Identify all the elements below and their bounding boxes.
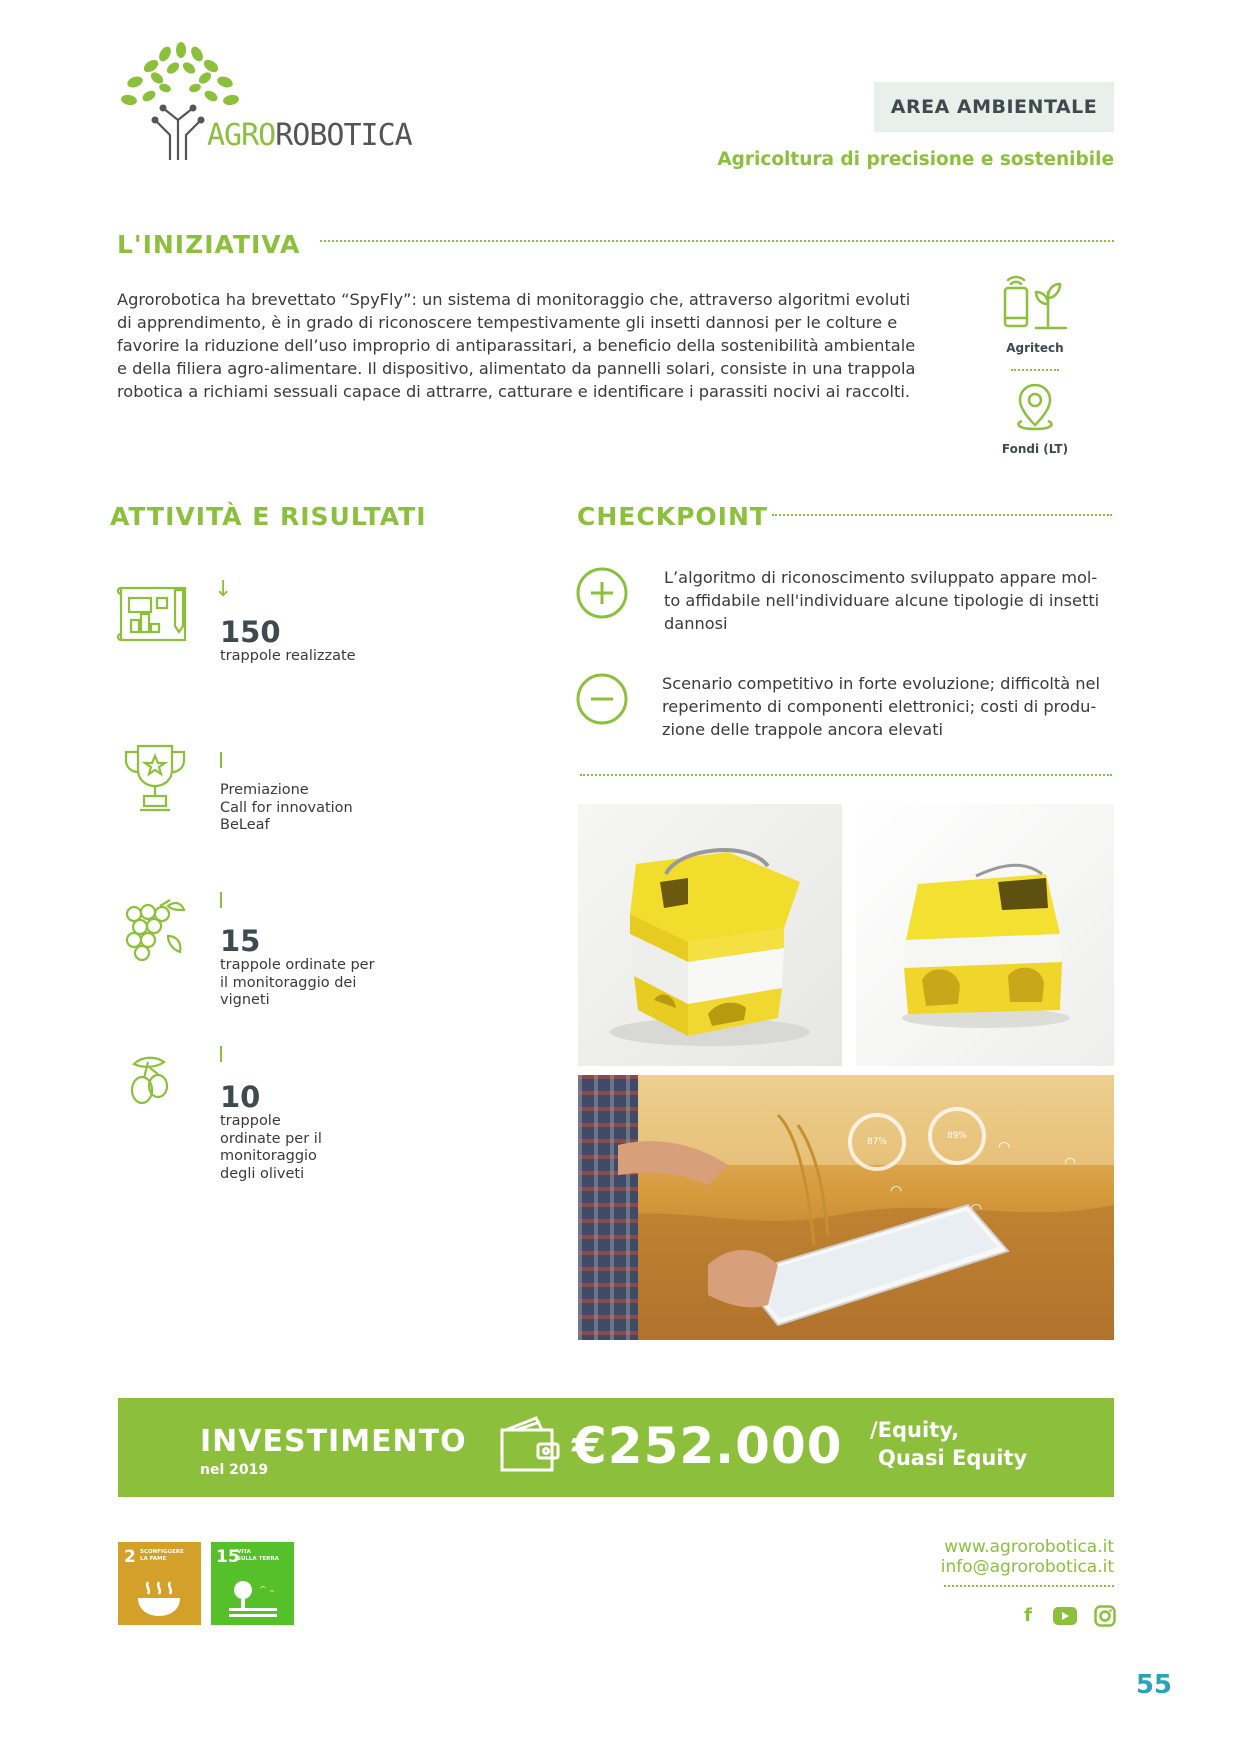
sdg-title (140, 1549, 184, 1563)
grapes-icon (120, 896, 190, 962)
trap-photo-left (578, 804, 842, 1066)
trophy-icon (118, 740, 192, 814)
stat-label-line: vigneti (220, 992, 270, 1008)
initiative-line: robotica a richiami sessuali capace di attrarre, catturare e identificare i parassiti nocivi ai raccolti. (117, 382, 911, 401)
stat-label-line: il monitoraggio dei (220, 974, 357, 991)
sdg-badge-2 (118, 1542, 201, 1625)
blueprint-icon (115, 580, 195, 646)
initiative-title: L'INIZIATIVA (117, 230, 301, 259)
stat-label (220, 1113, 322, 1183)
area-badge-label: AREA AMBIENTALE (890, 96, 1098, 118)
life-on-land-icon (225, 1576, 281, 1620)
stat-label-line: Call for innovation (220, 799, 353, 816)
tablet-gauge-value: 89% (946, 1131, 967, 1141)
investment-label: INVESTIMENTO (200, 1424, 467, 1459)
website-link[interactable]: www.agrorobotica.it (944, 1537, 1114, 1557)
checkpoint-line: zione delle trappole ancora elevati (662, 720, 944, 739)
wifi-icon: ◠ (890, 1183, 903, 1199)
stat-label-line: ordinate per il (220, 1130, 322, 1147)
logo-text-agro: AGRO (207, 118, 276, 153)
minus-icon (575, 672, 629, 726)
logo[interactable] (115, 40, 412, 165)
contacts-divider (944, 1585, 1114, 1587)
instagram-icon[interactable] (1094, 1605, 1116, 1627)
investment-type-line: /Equity, (870, 1418, 960, 1442)
email-link[interactable]: info@agrorobotica.it (940, 1557, 1114, 1577)
sdg-badge-15 (211, 1542, 294, 1625)
investment-year: nel 2019 (200, 1462, 269, 1478)
farmer-tablet-illustration (578, 1075, 1114, 1340)
sdg-number: 2 (124, 1547, 136, 1567)
checkpoint-title: CHECKPOINT (577, 502, 768, 531)
location-label: Fondi (LT) (1001, 442, 1069, 456)
stat-label-line: trappole realizzate (220, 648, 356, 664)
checkpoint-line: reperimento di componenti elettronici; costi di produ- (662, 697, 1097, 716)
investment-amount: €252.000 (572, 1417, 843, 1475)
plus-icon (575, 566, 629, 620)
initiative-paragraph (117, 288, 937, 403)
sdg-title-line: LA FAME (140, 1556, 167, 1562)
checkpoint-line: to affidabile nell'individuare alcune tipologie di insetti (664, 591, 1100, 610)
tablet-gauge (928, 1107, 986, 1165)
field-tablet-photo (578, 1075, 1114, 1340)
stat-label-line: trappole ordinate per (220, 957, 375, 973)
stat-label-line: monitoraggio (220, 1148, 317, 1164)
wifi-icon: ◠ (998, 1139, 1011, 1155)
sdg-title (237, 1549, 279, 1563)
sector-label: Agritech (1006, 341, 1064, 355)
checkpoint-positive (664, 566, 1099, 635)
initiative-divider (320, 240, 1114, 242)
logo-text-robotica: ROBOTICA (275, 118, 412, 153)
subtitle: Agricoltura di precisione e sostenibile (717, 149, 1114, 170)
initiative-line: di apprendimento, è in grado di riconoscere tempestivamente gli insetti dannosi per le colture e (117, 313, 898, 332)
stat-separator (220, 892, 222, 908)
agritech-icon (1000, 270, 1070, 332)
investment-banner (118, 1398, 1114, 1497)
stat-label (220, 957, 375, 1010)
location-pin-icon (1012, 381, 1058, 433)
stat-label (220, 782, 353, 835)
initiative-line: favorire la riduzione dell’uso improprio di antiparassitari, a beneficio della sostenibilità ambientale (117, 336, 916, 355)
checkpoint-divider (772, 514, 1112, 516)
stat-number: 10 (220, 1080, 261, 1114)
youtube-icon[interactable] (1052, 1606, 1078, 1626)
down-arrow-icon: ↓ (214, 577, 233, 602)
stat-label-line: degli oliveti (220, 1165, 305, 1182)
stat-label (220, 648, 356, 666)
spyfly-trap-illustration (856, 804, 1114, 1066)
facebook-icon[interactable]: f (1024, 1604, 1032, 1626)
initiative-line: Agrorobotica ha brevettato “SpyFly”: un sistema di monitoraggio che, attraverso algoritmi evoluti (117, 290, 911, 309)
food-bowl-icon (134, 1578, 184, 1618)
wifi-icon: ◠ (1064, 1155, 1077, 1171)
trap-photo-right (856, 804, 1114, 1066)
investment-type (870, 1416, 1027, 1472)
stat-label-line: trappole (220, 1113, 281, 1129)
wallet-icon (496, 1414, 562, 1476)
stat-separator (220, 1046, 222, 1062)
stat-separator (220, 752, 222, 768)
checkpoint-line: dannosi (664, 614, 728, 633)
stat-label-line: Premiazione (220, 782, 309, 798)
sdg-title-line: SCONFIGGERE (140, 1549, 184, 1555)
initiative-line: e della filiera agro-alimentare. Il dispositivo, alimentato da pannelli solari, consiste in una trappola (117, 359, 916, 378)
sdg-title-line: VITA (237, 1549, 251, 1555)
olive-icon (120, 1052, 176, 1112)
checkpoint-negative (662, 672, 1100, 741)
stat-number: 15 (220, 924, 261, 958)
area-badge (874, 82, 1114, 132)
sector-info (990, 270, 1080, 456)
stat-number: 150 (220, 615, 281, 649)
sector-divider (1011, 369, 1059, 371)
sdg-title-line: SULLA TERRA (237, 1556, 279, 1562)
checkpoint-bottom-divider (580, 774, 1112, 776)
checkpoint-line: L’algoritmo di riconoscimento sviluppato appare mol- (664, 568, 1098, 587)
activities-title: ATTIVITÀ E RISULTATI (110, 502, 427, 531)
wifi-icon: ◠ (970, 1201, 983, 1217)
spyfly-trap-illustration (578, 804, 842, 1066)
sdg-number: 15 (216, 1547, 240, 1567)
tablet-gauge (848, 1113, 906, 1171)
tablet-gauge-value: 87% (866, 1137, 887, 1147)
stat-label-line: BeLeaf (220, 817, 270, 833)
investment-type-line: Quasi Equity (878, 1446, 1028, 1470)
checkpoint-line: Scenario competitivo in forte evoluzione; difficoltà nel (662, 674, 1101, 693)
page-number: 55 (1135, 1670, 1172, 1700)
